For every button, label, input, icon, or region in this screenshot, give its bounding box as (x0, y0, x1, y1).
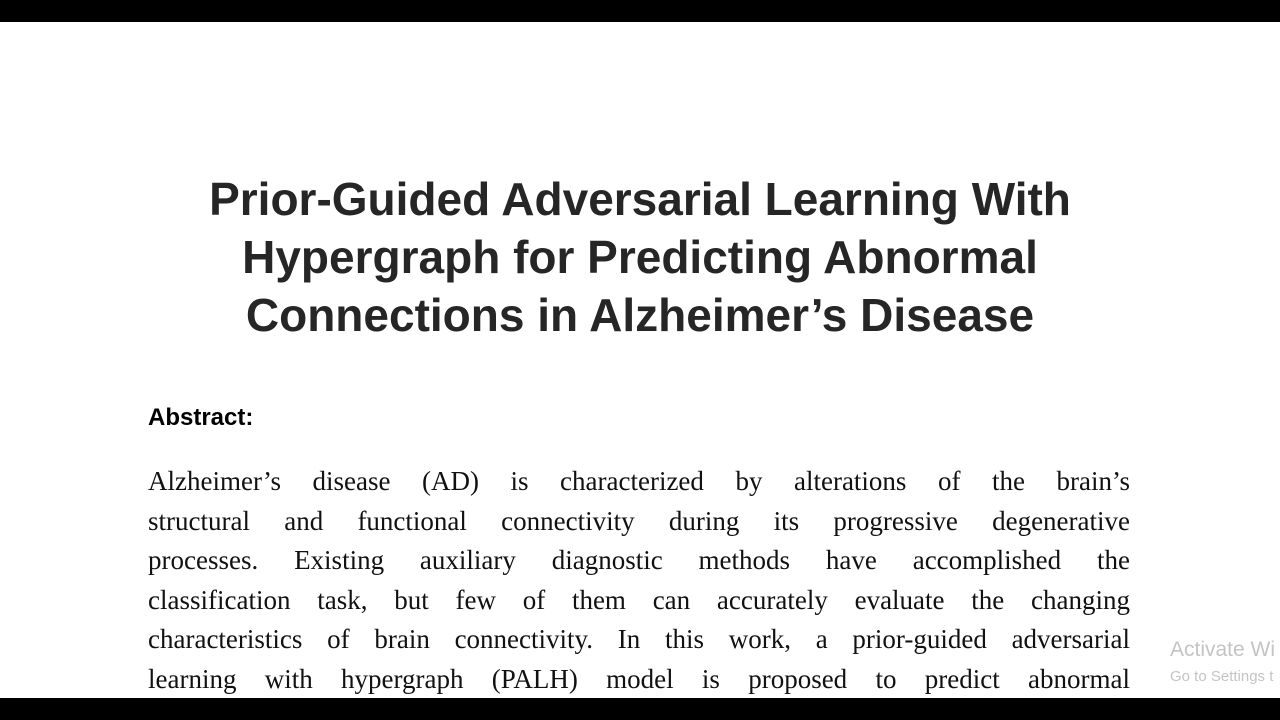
document-title (100, 170, 1180, 344)
abstract-line: structural and functional connectivity during its progressive degenerative (148, 505, 1130, 536)
abstract-line: processes. Existing auxiliary diagnostic methods have accomplished the (148, 545, 1130, 575)
bottom-black-bar (0, 698, 1280, 720)
abstract-body (148, 462, 1130, 699)
title-line: Connections in Alzheimer’s Disease (245, 289, 1035, 341)
top-black-bar (0, 0, 1280, 22)
abstract-heading: Abstract: (148, 404, 254, 431)
title-line: Prior-Guided Adversarial Learning With (209, 173, 1071, 225)
abstract-line: learning with hypergraph (PALH) model is proposed to predict abnormal (148, 663, 1130, 694)
title-line: Hypergraph for Predicting Abnormal (242, 231, 1038, 283)
activate-windows-watermark: Activate Wi (1170, 638, 1276, 661)
abstract-line: characteristics of brain connectivity. In this work, a prior-guided adversarial (148, 624, 1130, 654)
abstract-line: classification task, but few of them can accurately evaluate the changing (148, 584, 1130, 615)
activate-windows-subtext: Go to Settings t (1170, 668, 1274, 685)
abstract-line: Alzheimer’s disease (AD) is characterized by alterations of the brain’s (148, 466, 1130, 496)
